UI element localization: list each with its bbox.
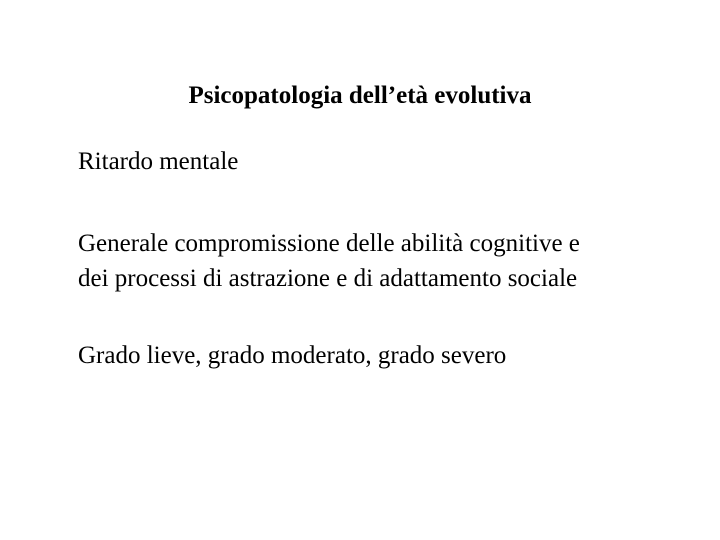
grades-text: Grado lieve, grado moderato, grado severo — [78, 342, 507, 369]
description-line: Generale compromissione delle abilità cognitive e — [78, 230, 580, 257]
slide-title: Psicopatologia dell’età evolutiva — [188, 82, 532, 109]
slide-subtitle: Ritardo mentale — [78, 148, 239, 175]
description-line: dei processi di astrazione e di adattamento sociale — [78, 265, 578, 292]
description-paragraph — [78, 226, 678, 296]
